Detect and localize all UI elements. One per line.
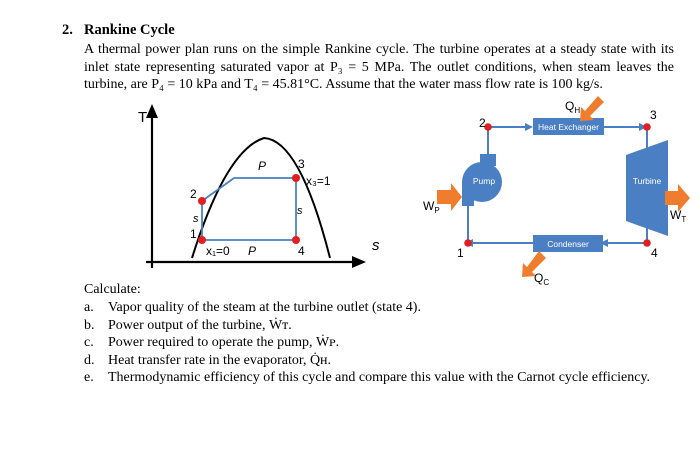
question-letter: b. (84, 317, 95, 333)
calculate-label: Calculate: (84, 282, 141, 297)
svg-text:QC: $Q_C$ (534, 271, 550, 287)
question-list (84, 299, 674, 387)
ts-state-3-label: 3 (298, 157, 305, 171)
question-text: Thermodynamic efficiency of this cycle and compare this value with the Carnot cycle efficiency. (108, 370, 651, 386)
state-4-label: 4 (651, 246, 658, 260)
pump-label: Pump (472, 176, 496, 186)
problem-number: 2. (62, 22, 73, 38)
wt-label (670, 208, 686, 224)
turbine-icon (626, 140, 668, 236)
ts-state-2-point (198, 197, 206, 205)
question-letter: a. (84, 300, 94, 315)
svg-text:WT: $W_T$ (670, 208, 687, 224)
heat-addition-line (202, 178, 296, 240)
cycle-schematic (423, 96, 690, 287)
question-item (84, 334, 674, 352)
ts-state-2-label: 2 (190, 187, 197, 201)
x1-label: x₁=0 (206, 244, 230, 258)
x3-label: x₃=1 (306, 174, 331, 188)
pressure-label-bottom: P (248, 244, 257, 258)
s-axis-arrow-icon (352, 256, 366, 268)
question-text: Heat transfer rate in the evaporator, Q̇ʜ. (108, 352, 332, 368)
question-letter: c. (84, 335, 94, 351)
question-text: Power output of the turbine, Ẇᴛ. (108, 317, 292, 333)
intro-paragraph: A thermal power plan runs on the simple Rankine cycle. The turbine operates at a steady state with its inlet state representing saturated vapor at P₃ = 5 MPa. The outlet conditions, when steam leaves the turbine, are P₄ = 10 kPa and T₄ = 45.81°C. Assume that the water mass flow rate is 100 kg/s. (84, 42, 674, 92)
ts-state-4-point (292, 236, 300, 244)
question-item (84, 369, 674, 387)
heat-exchanger-label: Heat Exchanger (538, 122, 599, 132)
question-item (84, 299, 674, 317)
isentropic-label-right: s (297, 205, 303, 217)
question-letter: e. (84, 370, 94, 386)
state-1-node (464, 239, 472, 247)
turbine-label: Turbine (632, 176, 662, 186)
qh-arrow-icon (580, 96, 604, 121)
state-1-label: 1 (457, 246, 464, 260)
problem-title: Rankine Cycle (84, 22, 175, 38)
isentropic-label-left: s (193, 213, 199, 225)
state-3-label: 3 (650, 108, 657, 122)
ts-state-1-point (198, 236, 206, 244)
ts-state-3-point (292, 174, 300, 182)
svg-text:QH: $Q_H$ (565, 99, 581, 115)
state-4-node (643, 239, 651, 247)
ts-state-4-label: 4 (298, 244, 305, 258)
svg-text:WP: $W_P$ (423, 199, 440, 215)
ts-state-1-label: 1 (190, 227, 197, 241)
t-axis-label: T (138, 109, 148, 126)
s-axis-label: s (372, 237, 380, 254)
t-axis-arrow-icon (146, 104, 158, 118)
state-2-label: 2 (479, 116, 486, 130)
wp-arrow-icon (437, 183, 462, 211)
pressure-label-top: P (258, 159, 267, 173)
ts-diagram (138, 104, 380, 268)
flow-arrow-icon (525, 123, 533, 131)
question-letter: d. (84, 352, 95, 368)
question-item (84, 317, 674, 335)
question-text: Power required to operate the pump, Ẇᴘ. (108, 335, 340, 351)
state-3-node (643, 123, 651, 131)
qc-label (534, 271, 549, 287)
question-item (84, 352, 674, 370)
condenser-label: Condenser (547, 239, 589, 249)
qh-label (565, 99, 580, 115)
question-text: Vapor quality of the steam at the turbine outlet (state 4). (108, 300, 421, 315)
